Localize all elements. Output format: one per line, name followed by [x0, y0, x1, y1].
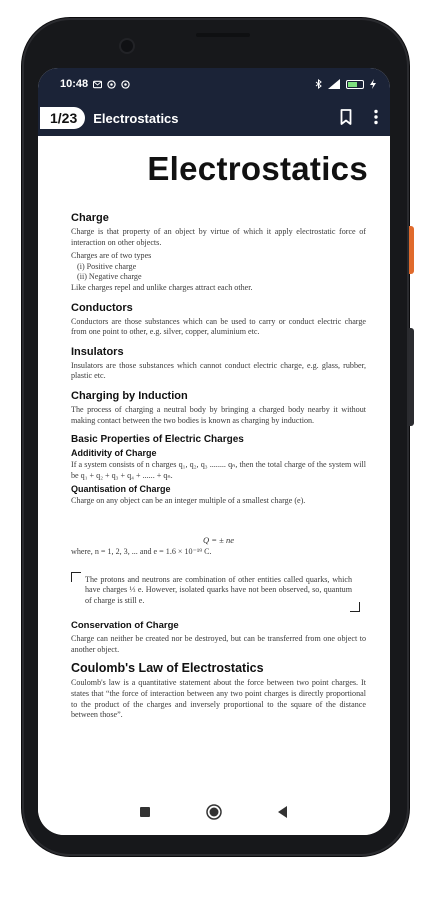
subsection-heading: Quantisation of Charge — [71, 484, 171, 495]
section-heading: Insulators — [71, 345, 124, 358]
section-heading: Charge — [71, 212, 109, 224]
back-icon[interactable] — [278, 806, 288, 818]
battery-icon — [346, 80, 364, 89]
section-heading: Coulomb's Law of Electrostatics — [71, 661, 264, 676]
paragraph: The process of charging a neutral body by bringing a charged body nearby it without making contact between the two bodies is known as charging by induction. — [71, 404, 366, 425]
speaker-grille — [196, 33, 250, 37]
navigation-bar — [38, 789, 390, 835]
front-camera — [121, 40, 133, 52]
bluetooth-icon — [315, 79, 322, 89]
app-bar — [38, 100, 390, 136]
app-bar-title: Electrostatics — [93, 110, 179, 126]
list-item: (ii) Negative charge — [77, 272, 142, 282]
section-heading: Basic Properties of Electric Charges — [71, 434, 244, 446]
message-icon — [93, 80, 102, 89]
page-indicator[interactable]: 1/23 — [40, 107, 85, 129]
formula: Q = ± ne — [203, 534, 234, 545]
section-heading: Conductors — [71, 301, 133, 314]
subsection-heading: Additivity of Charge — [71, 448, 157, 459]
formula-where: where, n = 1, 2, 3, ... and e = 1.6 × 10⁻¹⁹ C. — [71, 546, 212, 556]
status-bar — [38, 68, 390, 100]
whatsapp-icon — [107, 80, 116, 89]
paragraph: Insulators are those substances which cannot conduct electric charge, e.g. glass, rubber, plastic etc. — [71, 360, 366, 381]
document-title: Electrostatics — [147, 150, 368, 187]
note-corner — [350, 602, 360, 612]
paragraph: Charge is that property of an object by virtue of which it apply electrostatic force of interaction on other objects. — [71, 227, 366, 247]
status-time: 10:48 — [60, 78, 89, 90]
signal-icon — [328, 79, 340, 89]
section-heading: Conservation of Charge — [71, 620, 179, 632]
charging-icon — [370, 79, 376, 89]
note-box — [71, 572, 366, 613]
paragraph: Charge on any object can be an integer multiple of a smallest charge (e). — [71, 496, 306, 506]
paragraph: If a system consists of n charges q₁, q₂, q₃ ........ qₙ, then the total charge of the system will be q₁ + q₂ + q₃ + q₄ + ...... + qₙ. — [71, 460, 366, 480]
home-icon[interactable] — [206, 804, 222, 820]
paragraph: Coulomb's law is a quantitative statement about the force between two point charges. It states that “the force of interaction between any two point charges is directly proportional to the product of the charges and inversely proportional to the square of the distance between those”. — [71, 678, 366, 720]
paragraph: Charges are of two types — [71, 251, 152, 261]
paragraph: Charge can neither be created nor be destroyed, but can be transferred from one object to another object. — [71, 634, 366, 654]
note-text: The protons and neutrons are combination of other entities called quarks, which have charges ⅓ e. However, isolated quarks have not been observed, so, quantum of charge is still e. — [85, 574, 352, 605]
list-item: (i) Positive charge — [77, 261, 137, 271]
bookmark-icon[interactable] — [340, 109, 352, 125]
volume-button — [409, 328, 414, 426]
paragraph: Like charges repel and unlike charges attract each other. — [71, 282, 253, 292]
whatsapp-icon — [121, 80, 130, 89]
more-vert-icon[interactable] — [374, 109, 378, 125]
recent-apps-icon[interactable] — [140, 807, 150, 817]
paragraph: Conductors are those substances which can be used to carry or conduct electric charge from one point to other, e.g. silver, copper, aluminium etc. — [71, 316, 366, 337]
section-heading: Charging by Induction — [71, 389, 188, 402]
power-button — [409, 226, 414, 274]
screen — [38, 68, 390, 835]
note-corner — [71, 572, 81, 582]
document-page — [38, 150, 390, 721]
